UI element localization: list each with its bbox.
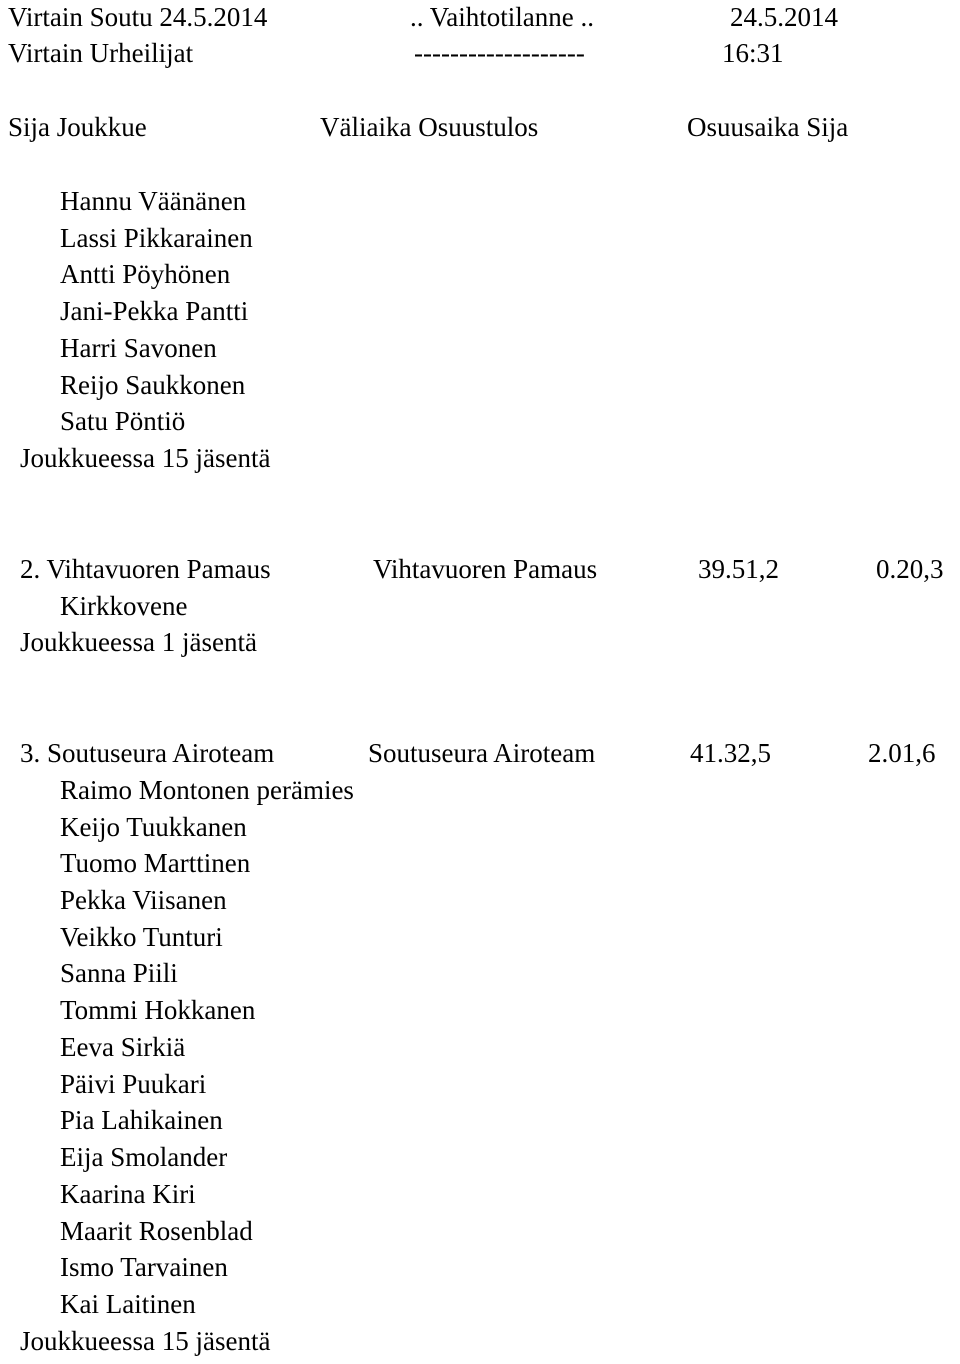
team-time: 39.51,2 <box>698 554 779 584</box>
header-separator: ------------------- <box>414 38 585 68</box>
member-name: Ismo Tarvainen <box>60 1252 228 1282</box>
member-name: Harri Savonen <box>60 333 217 363</box>
member-name: Raimo Montonen perämies <box>60 775 354 805</box>
member-name: Jani-Pekka Pantti <box>60 296 249 326</box>
column-header-rank-team: Sija Joukkue <box>8 112 147 142</box>
team-size: Joukkueessa 1 jäsentä <box>20 627 257 657</box>
team-time-diff: 0.20,3 <box>876 554 944 584</box>
report-date: 24.5.2014 <box>730 2 838 32</box>
team-rank-name: 2. Vihtavuoren Pamaus <box>20 554 271 584</box>
member-name: Veikko Tunturi <box>60 922 223 952</box>
member-name: Päivi Puukari <box>60 1069 207 1099</box>
member-name: Tuomo Marttinen <box>60 848 251 878</box>
member-name: Keijo Tuukkanen <box>60 812 247 842</box>
team-name: Vihtavuoren Pamaus <box>373 554 598 584</box>
member-name: Pekka Viisanen <box>60 885 227 915</box>
column-header-leg-time-rank: Osuusaika Sija <box>687 112 849 142</box>
member-name: Tommi Hokkanen <box>60 995 256 1025</box>
member-name: Pia Lahikainen <box>60 1105 223 1135</box>
team-size: Joukkueessa 15 jäsentä <box>20 443 271 473</box>
member-name: Maarit Rosenblad <box>60 1216 253 1246</box>
member-name: Hannu Väänänen <box>60 186 247 216</box>
member-name: Kai Laitinen <box>60 1289 196 1319</box>
member-name: Satu Pöntiö <box>60 406 186 436</box>
member-name: Eeva Sirkiä <box>60 1032 186 1062</box>
team-rank-name: 3. Soutuseura Airoteam <box>20 738 275 768</box>
member-name: Eija Smolander <box>60 1142 228 1172</box>
member-name: Kirkkovene <box>60 591 188 621</box>
team-size: Joukkueessa 15 jäsentä <box>20 1326 271 1356</box>
team-time: 41.32,5 <box>690 738 771 768</box>
column-header-split-result: Väliaika Osuustulos <box>320 112 539 142</box>
status-text: .. Vaihtotilanne .. <box>410 2 594 32</box>
member-name: Lassi Pikkarainen <box>60 223 253 253</box>
club-name: Virtain Urheilijat <box>8 38 194 68</box>
member-name: Reijo Saukkonen <box>60 370 246 400</box>
member-name: Sanna Piili <box>60 958 178 988</box>
team-time-diff: 2.01,6 <box>868 738 936 768</box>
member-name: Antti Pöyhönen <box>60 259 231 289</box>
report-time: 16:31 <box>722 38 784 68</box>
event-title: Virtain Soutu 24.5.2014 <box>8 2 268 32</box>
team-name: Soutuseura Airoteam <box>368 738 596 768</box>
member-name: Kaarina Kiri <box>60 1179 196 1209</box>
